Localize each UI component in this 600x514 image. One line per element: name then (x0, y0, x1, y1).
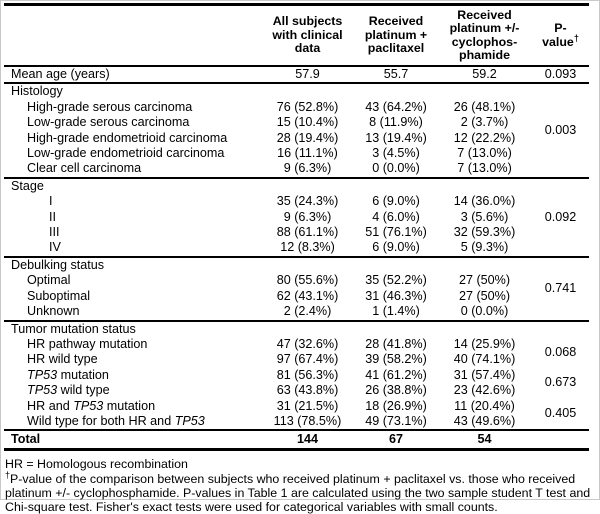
value-platinum-paclitaxel: 51 (76.1%) (365, 225, 427, 240)
row-label: IV (4, 240, 260, 256)
p-value-histology: 0.003 (532, 83, 589, 177)
clinical-characteristics-table (4, 3, 589, 451)
value-all-subjects: 35 (24.3%) (276, 194, 339, 209)
section-label: Histology (11, 84, 63, 99)
label-text: Wild type for both HR and (27, 413, 175, 428)
value-platinum-paclitaxel: 49 (73.1%) (355, 414, 437, 430)
value-all-subjects: 16 (11.1%) (277, 146, 338, 161)
label-text: mutation (103, 398, 156, 413)
value-platinum-paclitaxel: 31 (46.3%) (365, 288, 427, 303)
value-all-subjects: 31 (21.5%) (276, 398, 339, 413)
value-all-subjects: 97 (67.4%) (276, 352, 339, 367)
row-clear-cell (4, 161, 589, 177)
empty-cell (355, 321, 437, 337)
dagger-icon: † (573, 32, 579, 43)
row-lg-endometrioid (4, 146, 589, 161)
row-tp53-wild-type (4, 383, 589, 398)
value-platinum-paclitaxel: 13 (19.4%) (365, 130, 427, 145)
row-label: I (49, 194, 53, 209)
row-total (4, 430, 589, 450)
row-hg-serous (4, 100, 589, 115)
section-histology (4, 83, 589, 99)
empty-cell (260, 321, 355, 337)
empty-cell (532, 321, 589, 337)
value-platinum-cyclo: 59.2 (437, 66, 532, 83)
value-all-subjects: 57.9 (260, 66, 355, 83)
value-all-subjects: 15 (10.4%) (276, 115, 339, 130)
value-platinum-cyclo: 5 (9.3%) (437, 240, 532, 256)
row-suboptimal (4, 289, 589, 304)
row-tp53-mutation (4, 368, 589, 383)
header-platinum-paclitaxel: Received platinum + paclitaxel (355, 5, 437, 67)
p-value-hr: 0.068 (544, 344, 577, 359)
value-platinum-paclitaxel: 8 (11.9%) (369, 115, 423, 130)
section-mutation (4, 321, 589, 337)
row-unknown (4, 304, 589, 320)
value-platinum-cyclo: 11 (20.4%) (454, 398, 515, 413)
row-optimal (4, 273, 589, 288)
row-label: Total (4, 430, 260, 450)
dagger-icon: † (5, 469, 11, 480)
empty-cell (437, 257, 532, 273)
row-lg-serous (4, 115, 589, 130)
empty-cell (260, 257, 355, 273)
empty-cell (437, 83, 532, 99)
row-label: Unknown (4, 304, 260, 320)
row-label (4, 399, 260, 414)
empty-cell (437, 321, 532, 337)
p-value-line1: P- (554, 21, 567, 35)
footnote-p-value (5, 469, 597, 514)
header-stub-cell (4, 5, 260, 67)
empty-cell (355, 178, 437, 194)
value-platinum-paclitaxel: 43 (64.2%) (365, 99, 427, 114)
row-label: Low-grade endometrioid carcinoma (27, 146, 225, 161)
empty-cell (260, 178, 355, 194)
row-label: II (49, 209, 56, 224)
section-label: Stage (11, 178, 44, 193)
row-stage-ii (4, 210, 589, 225)
label-text: mutation (57, 367, 109, 382)
value-platinum-paclitaxel: 0 (0.0%) (355, 161, 437, 177)
row-label: High-grade endometrioid carcinoma (27, 130, 228, 145)
label-italic: TP53 (27, 367, 58, 382)
value-all-subjects: 63 (43.8%) (276, 383, 339, 398)
header-all-subjects: All subjects with clinical data (260, 5, 355, 67)
header-platinum-cyclophosphamide: Received platinum +/- cyclophos- phamide (437, 5, 532, 67)
row-label: High-grade serous carcinoma (27, 99, 193, 114)
value-platinum-paclitaxel: 28 (41.8%) (365, 336, 427, 351)
value-all-subjects: 2 (2.4%) (260, 304, 355, 320)
value-all-subjects: 144 (260, 430, 355, 450)
value-platinum-paclitaxel: 1 (1.4%) (355, 304, 437, 320)
header-p-value (532, 5, 589, 67)
row-label: Clear cell carcinoma (4, 161, 260, 177)
section-label: Debulking status (11, 257, 105, 272)
value-all-subjects: 80 (55.6%) (276, 273, 339, 288)
row-hr-wild-type (4, 352, 589, 367)
value-platinum-cyclo: 14 (36.0%) (453, 194, 516, 209)
p-value-line2: value (542, 34, 574, 49)
label-text: HR wild type (27, 352, 98, 367)
value-platinum-cyclo: 2 (3.7%) (460, 115, 509, 130)
row-label: Mean age (years) (4, 66, 260, 83)
row-hg-endometrioid (4, 131, 589, 146)
value-all-subjects: 28 (19.4%) (276, 130, 339, 145)
value-all-subjects: 9 (6.3%) (283, 209, 332, 224)
value-platinum-cyclo: 31 (57.4%) (453, 367, 516, 382)
footnote-text: P-value of the comparison between subjects who received platinum + paclitaxel vs. those who received platinum +/- cyclophosphamide. P-values in Table 1 are calculated using the two sample student T test and Chi-square test. Fisher's exact tests were used for categorical variables with small counts. (5, 471, 591, 514)
row-hr-pathway-mutation (4, 337, 589, 352)
row-hr-and-tp53-mutation (4, 399, 589, 414)
value-platinum-paclitaxel: 18 (26.9%) (365, 398, 427, 413)
value-platinum-cyclo: 40 (74.1%) (453, 352, 516, 367)
row-wild-type-both (4, 414, 589, 430)
value-platinum-paclitaxel: 67 (355, 430, 437, 450)
empty-cell (437, 178, 532, 194)
value-all-subjects: 76 (52.8%) (276, 99, 339, 114)
value-platinum-cyclo: 23 (42.6%) (453, 383, 516, 398)
label-italic: TP53 (27, 383, 58, 398)
row-label (4, 383, 260, 398)
value-platinum-cyclo: 7 (13.0%) (437, 161, 532, 177)
row-label (4, 352, 260, 367)
footnotes (4, 457, 597, 514)
row-label: Suboptimal (27, 288, 91, 303)
value-platinum-paclitaxel: 41 (61.2%) (365, 367, 427, 382)
p-value: 0.093 (532, 66, 589, 83)
value-all-subjects: 62 (43.1%) (276, 288, 339, 303)
footnote-hr-definition: HR = Homologous recombination (5, 457, 188, 472)
value-platinum-cyclo: 27 (50%) (458, 273, 511, 288)
row-label: III (49, 225, 60, 240)
value-all-subjects: 47 (32.6%) (276, 336, 339, 351)
value-platinum-paclitaxel: 6 (9.0%) (372, 194, 420, 209)
value-platinum-cyclo: 0 (0.0%) (437, 304, 532, 320)
row-stage-i (4, 194, 589, 209)
row-label (4, 368, 260, 383)
value-platinum-paclitaxel: 6 (9.0%) (355, 240, 437, 256)
section-debulking (4, 257, 589, 273)
value-platinum-cyclo: 43 (49.6%) (437, 414, 532, 430)
value-platinum-paclitaxel: 26 (38.8%) (365, 383, 427, 398)
row-mean-age (4, 66, 589, 83)
label-text: HR and (27, 398, 74, 413)
section-label: Tumor mutation status (11, 321, 136, 336)
empty-cell (355, 257, 437, 273)
label-text: HR pathway mutation (27, 336, 148, 351)
value-platinum-cyclo: 27 (50%) (458, 288, 511, 303)
section-stage (4, 178, 589, 194)
value-platinum-paclitaxel: 3 (4.5%) (372, 146, 420, 161)
value-all-subjects: 9 (6.3%) (260, 161, 355, 177)
label-italic: TP53 (174, 413, 205, 428)
label-text: wild type (57, 383, 110, 398)
value-all-subjects: 113 (78.5%) (260, 414, 355, 430)
value-platinum-cyclo: 7 (13.0%) (457, 146, 512, 161)
row-stage-iii (4, 225, 589, 240)
p-value-debulking: 0.741 (532, 257, 589, 321)
empty-cell (532, 430, 589, 450)
value-platinum-cyclo: 26 (48.1%) (453, 99, 516, 114)
p-value-tp53: 0.673 (544, 375, 577, 390)
p-value-both: 0.405 (532, 399, 589, 431)
row-label (4, 337, 260, 352)
value-all-subjects: 81 (56.3%) (276, 367, 339, 382)
row-label: Optimal (27, 273, 71, 288)
table-header-row (4, 5, 589, 67)
row-label (4, 414, 260, 430)
value-all-subjects: 88 (61.1%) (276, 225, 339, 240)
value-platinum-paclitaxel: 55.7 (355, 66, 437, 83)
p-value-stage: 0.092 (532, 178, 589, 257)
value-platinum-cyclo: 12 (22.2%) (453, 130, 516, 145)
row-label: Low-grade serous carcinoma (27, 115, 190, 130)
empty-cell (355, 83, 437, 99)
value-all-subjects: 12 (8.3%) (260, 240, 355, 256)
value-platinum-paclitaxel: 39 (58.2%) (365, 352, 427, 367)
value-platinum-cyclo: 54 (437, 430, 532, 450)
row-stage-iv (4, 240, 589, 256)
value-platinum-cyclo: 14 (25.9%) (453, 336, 516, 351)
value-platinum-paclitaxel: 35 (52.2%) (365, 273, 427, 288)
value-platinum-cyclo: 32 (59.3%) (453, 225, 516, 240)
empty-cell (260, 83, 355, 99)
value-platinum-cyclo: 3 (5.6%) (460, 209, 509, 224)
value-platinum-paclitaxel: 4 (6.0%) (372, 209, 420, 224)
label-italic: TP53 (73, 398, 104, 413)
